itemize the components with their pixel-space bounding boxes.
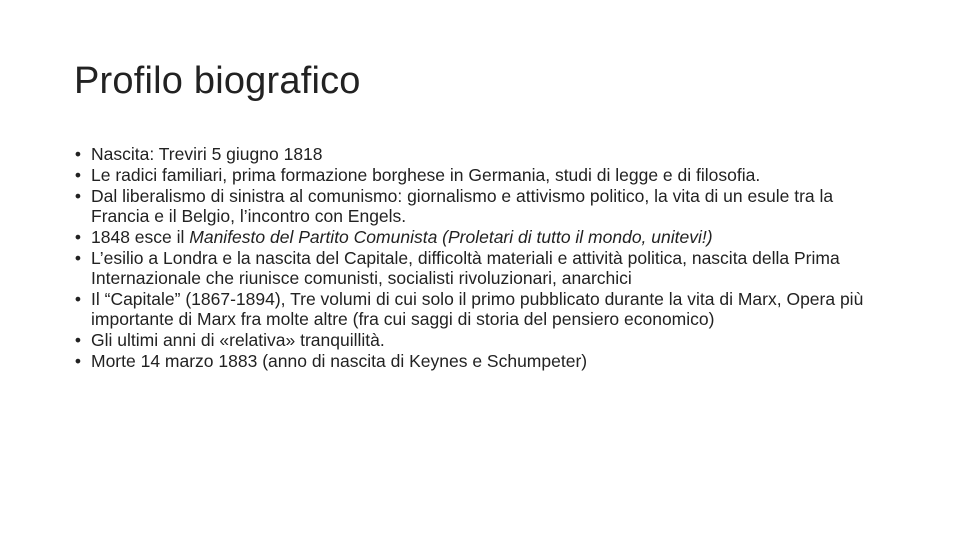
bullet-text: Le radici familiari, prima formazione borghese in Germania, studi di legge e di filosofia. [91, 165, 761, 185]
bullet-icon: • [74, 289, 82, 309]
bullet-text-prefix: 1848 esce il [91, 227, 190, 247]
bullet-icon: • [74, 248, 82, 268]
slide-title: Profilo biografico [74, 60, 361, 102]
bullet-text: Dal liberalismo di sinistra al comunismo: giornalismo e attivismo politico, la vita di un esule tra la Francia e il Belgio, l’incontro con Engels. [91, 186, 834, 226]
bullet-icon: • [74, 330, 82, 350]
bullet-icon: • [74, 227, 82, 247]
bullet-item-family-roots [70, 165, 890, 185]
bullet-icon: • [74, 351, 82, 371]
bullet-icon: • [74, 186, 82, 206]
bullet-text: L’esilio a Londra e la nascita del Capitale, difficoltà materiali e attività politica, nascita della Prima Internazionale che riunisce comunisti, socialisti rivoluzionari, anarchici [91, 248, 840, 288]
bullet-text: Morte 14 marzo 1883 (anno di nascita di Keynes e Schumpeter) [91, 351, 588, 371]
bullet-item-liberalism-to-communism [70, 186, 890, 226]
bullet-item-birth [70, 144, 890, 164]
bullet-icon: • [74, 165, 82, 185]
bullet-text: Nascita: Treviri 5 giugno 1818 [91, 144, 323, 164]
bullet-list [70, 144, 890, 372]
bullet-item-capitale [70, 289, 890, 329]
manifesto-title: Manifesto del Partito Comunista (Proletari di tutto il mondo, unitevi!) [189, 227, 713, 247]
bullet-item-last-years [70, 330, 890, 350]
bullet-item-death [70, 351, 890, 371]
bullet-icon: • [74, 144, 82, 164]
bullet-text: Gli ultimi anni di «relativa» tranquillità. [91, 330, 385, 350]
bullet-item-manifesto [70, 227, 890, 247]
bullet-text: Il “Capitale” (1867-1894), Tre volumi di cui solo il primo pubblicato durante la vita di Marx, Opera più importante di Marx fra molte altre (fra cui saggi di storia del pensiero economico) [91, 289, 864, 329]
bullet-item-london-exile [70, 248, 890, 288]
